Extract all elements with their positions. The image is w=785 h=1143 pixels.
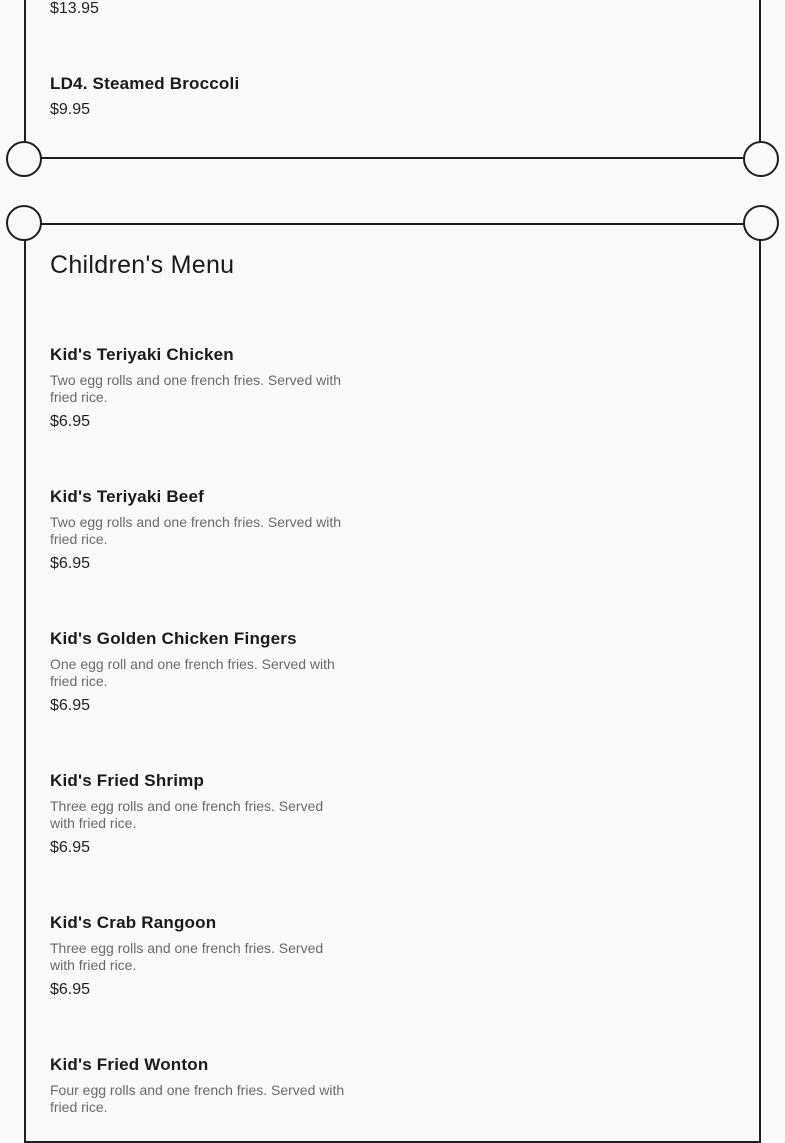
item-name: Kid's Teriyaki Beef bbox=[50, 487, 204, 506]
item-name: Kid's Crab Rangoon bbox=[50, 913, 217, 932]
item-description: Three egg rolls and one french fries. Served with fried rice. bbox=[50, 940, 324, 973]
item-name: Kid's Golden Chicken Fingers bbox=[50, 629, 297, 648]
item-description: One egg roll and one french fries. Served with fried rice. bbox=[50, 656, 335, 689]
corner-notch bbox=[6, 205, 42, 241]
item-description: Three egg rolls and one french fries. Served with fried rice. bbox=[50, 798, 324, 831]
section-title: Children's Menu bbox=[50, 251, 235, 279]
item-price: $6.95 bbox=[50, 413, 91, 430]
corner-notch bbox=[743, 141, 779, 177]
corner-notch bbox=[743, 205, 779, 241]
item-price: $13.95 bbox=[50, 0, 99, 17]
previous-menu-section bbox=[24, 0, 761, 159]
item-name: Kid's Teriyaki Chicken bbox=[50, 345, 234, 364]
corner-notch bbox=[6, 141, 42, 177]
item-description: Two egg rolls and one french fries. Served with fried rice. bbox=[50, 372, 342, 405]
item-description: Two egg rolls and one french fries. Served with fried rice. bbox=[50, 514, 342, 547]
item-price: $6.95 bbox=[50, 981, 91, 998]
item-price: $6.95 bbox=[50, 839, 91, 856]
item-name: Kid's Fried Shrimp bbox=[50, 771, 205, 790]
childrens-menu-section bbox=[24, 223, 761, 1143]
item-name: LD4. Steamed Broccoli bbox=[50, 74, 240, 93]
item-price: $6.95 bbox=[50, 697, 91, 714]
item-name: Kid's Fried Wonton bbox=[50, 1055, 209, 1074]
item-price: $9.95 bbox=[50, 101, 91, 118]
item-description: Four egg rolls and one french fries. Served with fried rice. bbox=[50, 1082, 345, 1115]
item-price: $6.95 bbox=[50, 555, 91, 572]
